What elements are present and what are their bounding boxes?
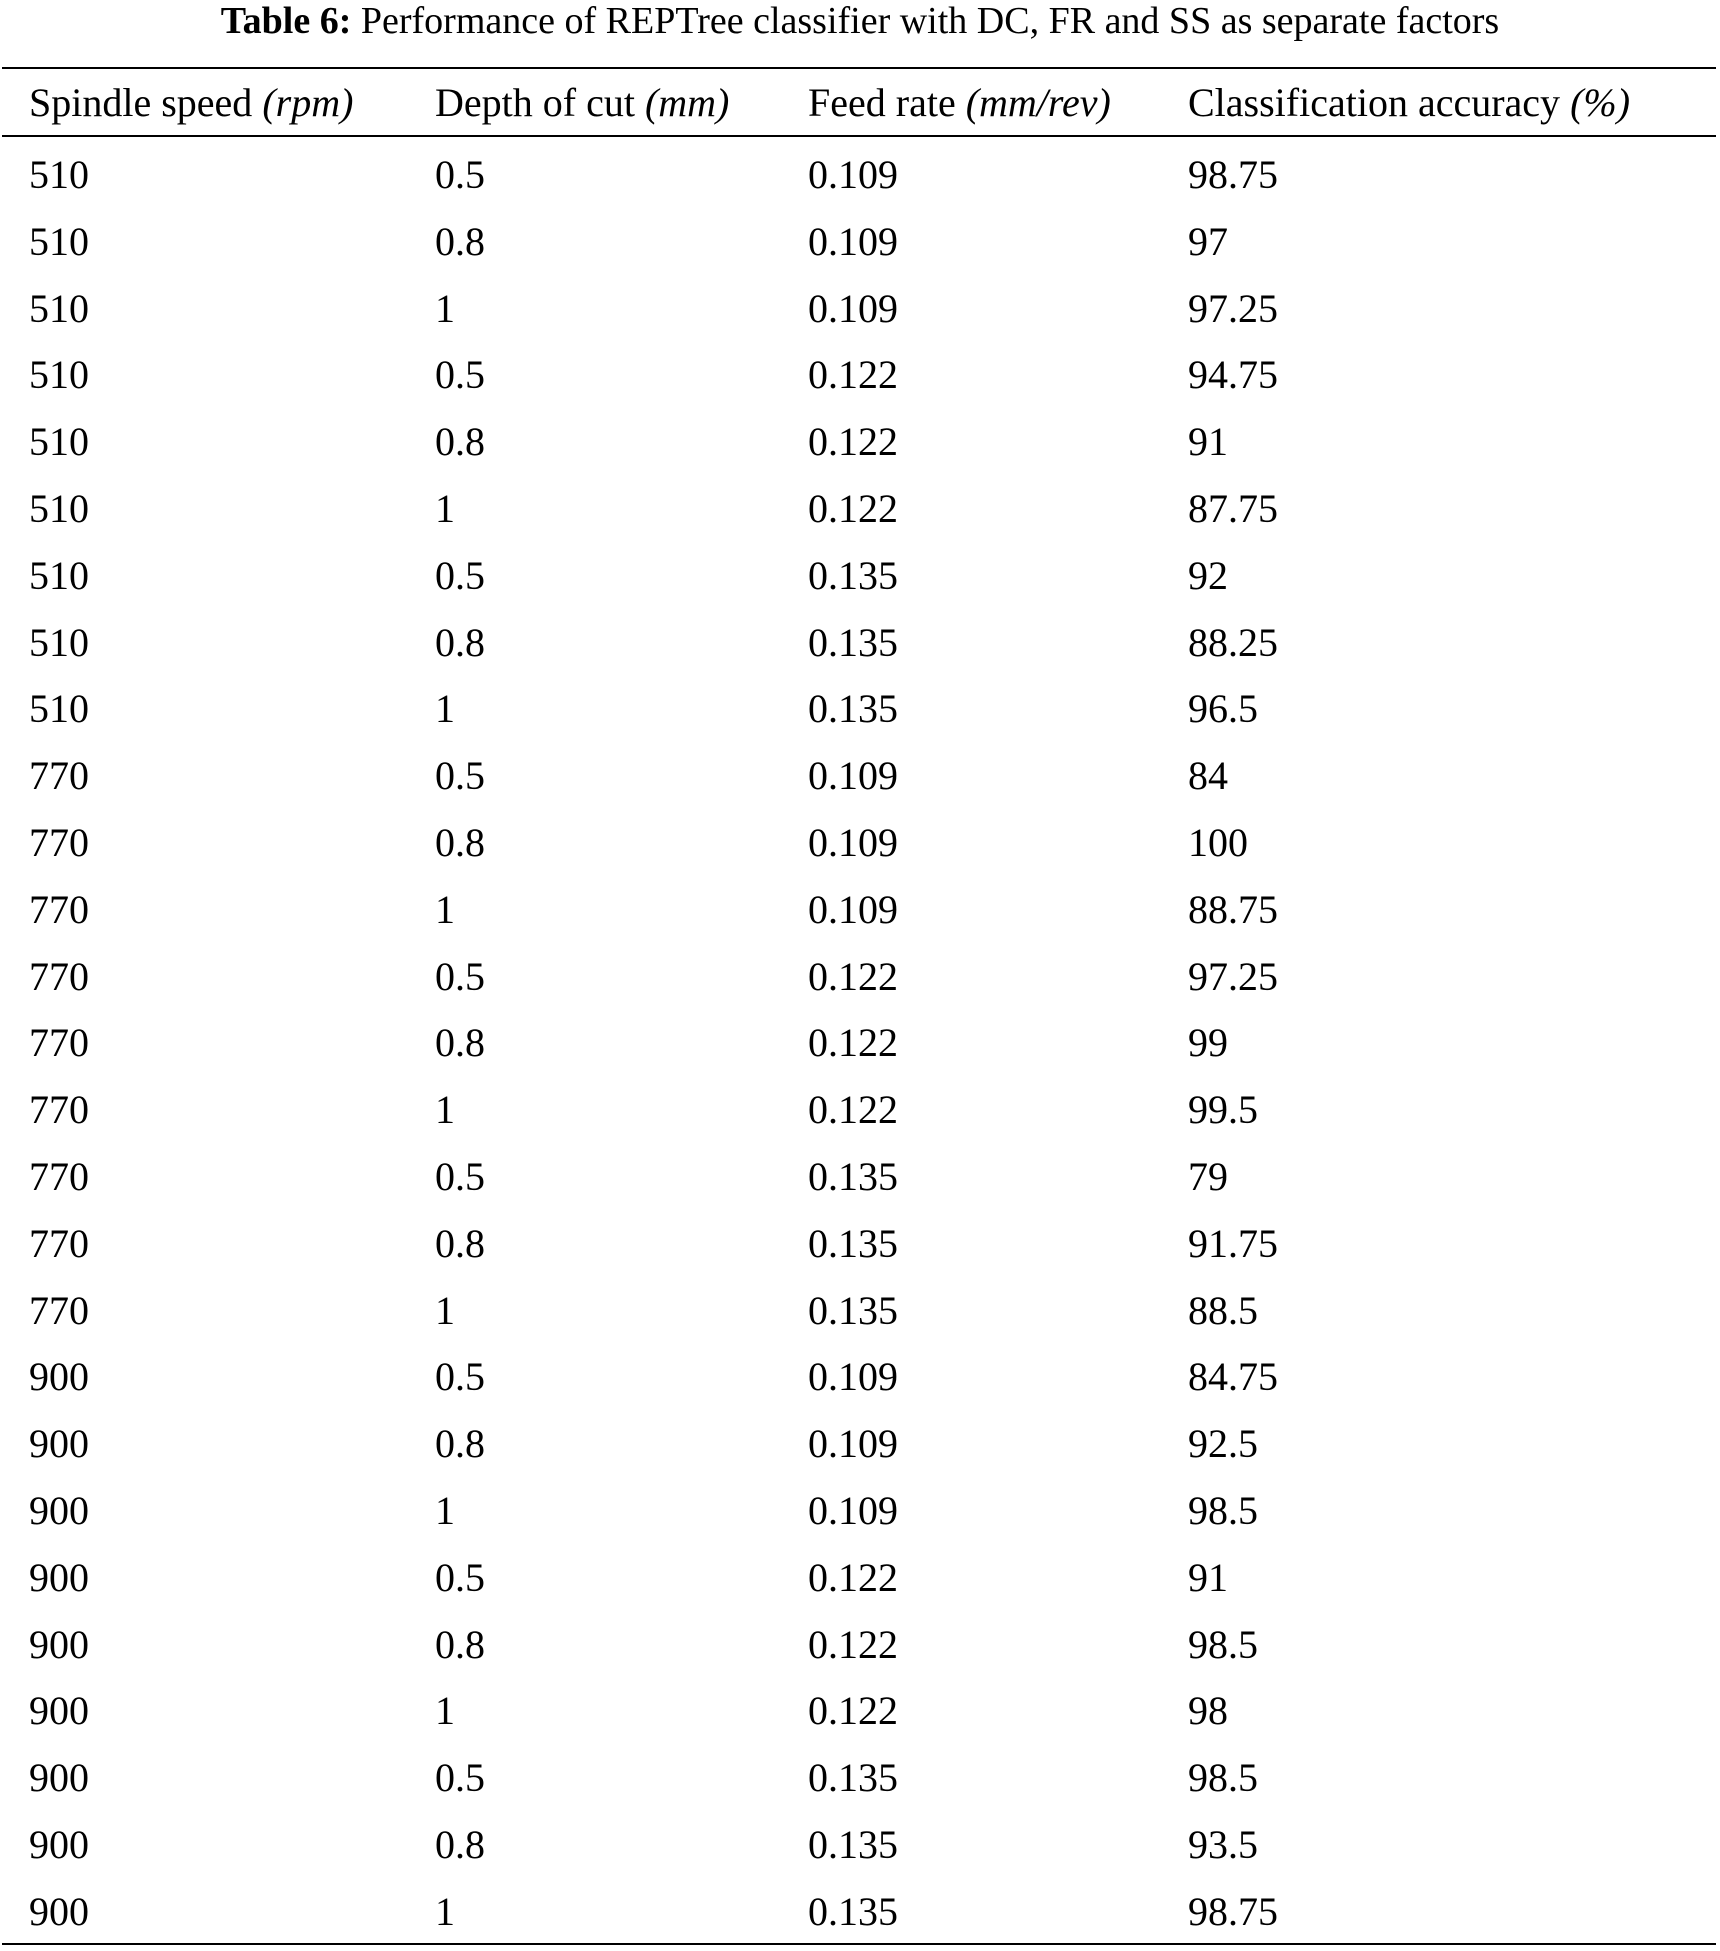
- cell-feed-rate: 0.122: [808, 1087, 898, 1133]
- cell-classification-accuracy: 93.5: [1188, 1822, 1258, 1867]
- cell-feed-rate: 0.109: [808, 1354, 898, 1400]
- cell-feed-rate: 0.109: [808, 886, 898, 932]
- cell-spindle-speed: 770: [29, 1287, 89, 1333]
- cell-feed-rate: 0.109: [808, 285, 898, 331]
- cell-spindle-speed: 900: [29, 1888, 89, 1934]
- column-header-classification-accuracy: [1188, 69, 1630, 136]
- table-row: [0, 1009, 1720, 1076]
- cell-classification-accuracy: 98.75: [1188, 152, 1278, 197]
- cell-depth-of-cut: 0.8: [435, 619, 485, 665]
- table-header-row: [0, 69, 1720, 136]
- cell-classification-accuracy: 88.75: [1188, 886, 1278, 932]
- cell-spindle-speed: 510: [29, 419, 89, 465]
- cell-feed-rate: 0.122: [808, 1688, 898, 1734]
- cell-feed-rate: 0.135: [808, 619, 898, 665]
- cell-feed-rate: 0.135: [808, 1755, 898, 1801]
- cell-classification-accuracy: 97: [1188, 218, 1228, 264]
- caption-label: Table 6:: [220, 0, 352, 42]
- table-row: [0, 876, 1720, 943]
- cell-classification-accuracy: 94.75: [1188, 352, 1278, 398]
- cell-spindle-speed: 510: [29, 218, 89, 264]
- cell-spindle-speed: 900: [29, 1554, 89, 1600]
- cell-feed-rate: 0.122: [808, 1554, 898, 1600]
- cell-depth-of-cut: 1: [435, 1888, 455, 1934]
- cell-classification-accuracy: 96.5: [1188, 686, 1258, 732]
- cell-feed-rate: 0.122: [808, 486, 898, 531]
- cell-classification-accuracy: 84.75: [1188, 1354, 1278, 1400]
- table-row: [0, 742, 1720, 809]
- cell-spindle-speed: 900: [29, 1421, 89, 1467]
- cell-classification-accuracy: 84: [1188, 753, 1228, 799]
- cell-feed-rate: 0.109: [808, 1421, 898, 1467]
- cell-feed-rate: 0.135: [808, 1822, 898, 1867]
- cell-depth-of-cut: 1: [435, 486, 455, 531]
- cell-depth-of-cut: 0.5: [435, 1354, 485, 1400]
- cell-depth-of-cut: 1: [435, 1087, 455, 1133]
- table-row: [0, 1811, 1720, 1878]
- cell-depth-of-cut: 0.8: [435, 1020, 485, 1066]
- cell-depth-of-cut: 0.5: [435, 352, 485, 398]
- column-header-unit: (rpm): [262, 80, 354, 125]
- cell-spindle-speed: 770: [29, 886, 89, 932]
- cell-depth-of-cut: 0.5: [435, 953, 485, 999]
- column-header-feed-rate: [808, 69, 1111, 136]
- cell-depth-of-cut: 0.5: [435, 152, 485, 197]
- cell-spindle-speed: 770: [29, 1087, 89, 1133]
- cell-feed-rate: 0.109: [808, 152, 898, 197]
- cell-feed-rate: 0.135: [808, 1220, 898, 1266]
- cell-classification-accuracy: 87.75: [1188, 486, 1278, 531]
- cell-depth-of-cut: 0.8: [435, 820, 485, 865]
- cell-depth-of-cut: 1: [435, 285, 455, 331]
- cell-spindle-speed: 770: [29, 1154, 89, 1199]
- table-row: [0, 609, 1720, 676]
- table-bottom-rule: [2, 1943, 1716, 1945]
- cell-feed-rate: 0.109: [808, 820, 898, 865]
- table-row: [0, 1544, 1720, 1611]
- cell-classification-accuracy: 88.25: [1188, 619, 1278, 665]
- cell-depth-of-cut: 0.5: [435, 1755, 485, 1801]
- cell-spindle-speed: 900: [29, 1488, 89, 1533]
- cell-spindle-speed: 900: [29, 1621, 89, 1667]
- table-row: [0, 675, 1720, 742]
- cell-depth-of-cut: 0.8: [435, 1421, 485, 1467]
- cell-feed-rate: 0.109: [808, 1488, 898, 1533]
- cell-feed-rate: 0.122: [808, 1621, 898, 1667]
- cell-spindle-speed: 900: [29, 1688, 89, 1734]
- cell-spindle-speed: 900: [29, 1755, 89, 1801]
- cell-classification-accuracy: 79: [1188, 1154, 1228, 1199]
- table-row: [0, 208, 1720, 275]
- cell-spindle-speed: 900: [29, 1822, 89, 1867]
- cell-spindle-speed: 770: [29, 753, 89, 799]
- cell-depth-of-cut: 1: [435, 686, 455, 732]
- caption-text: Performance of REPTree classifier with DC, FR and SS as separate factors: [360, 0, 1500, 42]
- table-row: [0, 1343, 1720, 1410]
- cell-depth-of-cut: 1: [435, 1688, 455, 1734]
- cell-classification-accuracy: 98.75: [1188, 1888, 1278, 1934]
- cell-spindle-speed: 510: [29, 352, 89, 398]
- cell-feed-rate: 0.122: [808, 352, 898, 398]
- cell-depth-of-cut: 0.8: [435, 419, 485, 465]
- table-row: [0, 943, 1720, 1010]
- cell-spindle-speed: 770: [29, 953, 89, 999]
- cell-feed-rate: 0.122: [808, 419, 898, 465]
- cell-classification-accuracy: 100: [1188, 820, 1248, 865]
- cell-feed-rate: 0.135: [808, 1287, 898, 1333]
- cell-feed-rate: 0.135: [808, 686, 898, 732]
- cell-spindle-speed: 510: [29, 619, 89, 665]
- cell-classification-accuracy: 91: [1188, 419, 1228, 465]
- table-row: [0, 275, 1720, 342]
- cell-feed-rate: 0.122: [808, 1020, 898, 1066]
- cell-classification-accuracy: 97.25: [1188, 953, 1278, 999]
- table-row: [0, 1277, 1720, 1344]
- cell-spindle-speed: 770: [29, 1220, 89, 1266]
- cell-classification-accuracy: 91: [1188, 1554, 1228, 1600]
- cell-classification-accuracy: 99.5: [1188, 1087, 1258, 1133]
- table-caption: [0, 0, 1720, 50]
- table-row: [0, 809, 1720, 876]
- cell-depth-of-cut: 1: [435, 1287, 455, 1333]
- cell-feed-rate: 0.135: [808, 1888, 898, 1934]
- cell-feed-rate: 0.122: [808, 953, 898, 999]
- cell-classification-accuracy: 99: [1188, 1020, 1228, 1066]
- cell-classification-accuracy: 91.75: [1188, 1220, 1278, 1266]
- cell-classification-accuracy: 92: [1188, 552, 1228, 598]
- table-row: [0, 1410, 1720, 1477]
- cell-depth-of-cut: 1: [435, 886, 455, 932]
- table-row: [0, 408, 1720, 475]
- cell-depth-of-cut: 0.8: [435, 218, 485, 264]
- cell-depth-of-cut: 0.5: [435, 1154, 485, 1199]
- cell-feed-rate: 0.109: [808, 218, 898, 264]
- column-header-label: Spindle speed: [29, 80, 253, 125]
- table-row: [0, 1143, 1720, 1210]
- cell-depth-of-cut: 0.8: [435, 1822, 485, 1867]
- table-row: [0, 1611, 1720, 1678]
- cell-feed-rate: 0.135: [808, 1154, 898, 1199]
- table-row: [0, 341, 1720, 408]
- table-row: [0, 542, 1720, 609]
- cell-classification-accuracy: 98: [1188, 1688, 1228, 1734]
- cell-depth-of-cut: 0.8: [435, 1220, 485, 1266]
- table-row: [0, 475, 1720, 542]
- cell-feed-rate: 0.135: [808, 552, 898, 598]
- cell-classification-accuracy: 98.5: [1188, 1621, 1258, 1667]
- column-header-unit: (%): [1570, 80, 1631, 125]
- table-row: [0, 1677, 1720, 1744]
- cell-spindle-speed: 510: [29, 486, 89, 531]
- table-row: [0, 1878, 1720, 1945]
- cell-classification-accuracy: 88.5: [1188, 1287, 1258, 1333]
- table-row: [0, 1076, 1720, 1143]
- table-row: [0, 1477, 1720, 1544]
- cell-spindle-speed: 510: [29, 285, 89, 331]
- column-header-label: Feed rate: [808, 80, 956, 125]
- cell-spindle-speed: 510: [29, 152, 89, 197]
- cell-feed-rate: 0.109: [808, 753, 898, 799]
- cell-classification-accuracy: 97.25: [1188, 285, 1278, 331]
- cell-spindle-speed: 770: [29, 820, 89, 865]
- table-row: [0, 1210, 1720, 1277]
- column-header-depth-of-cut: [435, 69, 729, 136]
- cell-classification-accuracy: 92.5: [1188, 1421, 1258, 1467]
- cell-classification-accuracy: 98.5: [1188, 1755, 1258, 1801]
- table-row: [0, 1744, 1720, 1811]
- cell-depth-of-cut: 0.8: [435, 1621, 485, 1667]
- cell-classification-accuracy: 98.5: [1188, 1488, 1258, 1533]
- column-header-spindle-speed: [29, 69, 353, 136]
- cell-spindle-speed: 510: [29, 686, 89, 732]
- column-header-label: Classification accuracy: [1188, 80, 1561, 125]
- cell-spindle-speed: 510: [29, 552, 89, 598]
- column-header-label: Depth of cut: [435, 80, 635, 125]
- cell-spindle-speed: 770: [29, 1020, 89, 1066]
- table-row: [0, 141, 1720, 208]
- cell-spindle-speed: 900: [29, 1354, 89, 1400]
- cell-depth-of-cut: 0.5: [435, 552, 485, 598]
- column-header-unit: (mm): [644, 80, 730, 125]
- cell-depth-of-cut: 0.5: [435, 753, 485, 799]
- table-header-rule: [2, 135, 1716, 137]
- column-header-unit: (mm/rev): [965, 80, 1111, 125]
- cell-depth-of-cut: 0.5: [435, 1554, 485, 1600]
- cell-depth-of-cut: 1: [435, 1488, 455, 1533]
